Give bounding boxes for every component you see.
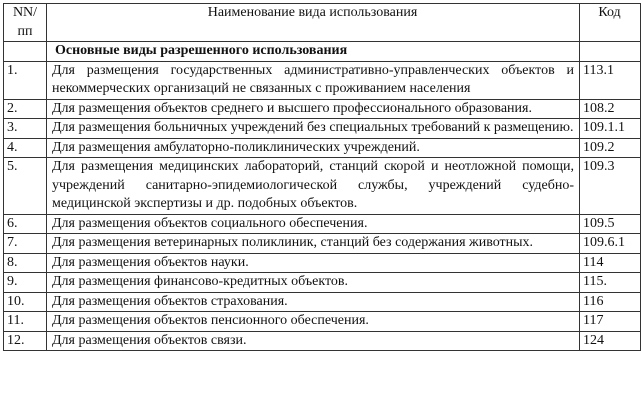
row-code: 109.6.1 (580, 234, 641, 254)
row-description: Для размещения медицинских лабораторий, станций скорой и неотложной помощи, учреждений санитарно-эпидемиологической службы, учреждений судебно-медицинской экспертизы и др. подобных объектов. (47, 158, 580, 215)
row-description: Для размещения амбулаторно-поликлинических учреждений. (47, 138, 580, 158)
row-code: 109.5 (580, 214, 641, 234)
header-row (4, 4, 641, 42)
row-code: 108.2 (580, 99, 641, 119)
row-code: 109.2 (580, 138, 641, 158)
row-description: Для размещения объектов науки. (47, 253, 580, 273)
row-number: 10. (4, 292, 47, 312)
row-number: 6. (4, 214, 47, 234)
row-description: Для размещения объектов связи. (47, 331, 580, 351)
section-title: Основные виды разрешенного использования (47, 42, 580, 62)
table-row (4, 138, 641, 158)
row-code: 113.1 (580, 61, 641, 99)
table-row (4, 312, 641, 332)
row-code: 117 (580, 312, 641, 332)
header-code: Код (580, 4, 641, 42)
row-code: 124 (580, 331, 641, 351)
land-use-table (3, 3, 641, 351)
table-row (4, 99, 641, 119)
row-description: Для размещения финансово-кредитных объектов. (47, 273, 580, 293)
table-row (4, 234, 641, 254)
row-number: 7. (4, 234, 47, 254)
row-number: 1. (4, 61, 47, 99)
row-number: 2. (4, 99, 47, 119)
row-number: 12. (4, 331, 47, 351)
row-number: 3. (4, 119, 47, 139)
row-number: 5. (4, 158, 47, 215)
table-row (4, 331, 641, 351)
row-description: Для размещения объектов среднего и высшего профессионального образования. (47, 99, 580, 119)
table-row (4, 119, 641, 139)
table-row (4, 273, 641, 293)
row-code: 116 (580, 292, 641, 312)
row-number: 8. (4, 253, 47, 273)
row-number: 11. (4, 312, 47, 332)
row-code: 109.3 (580, 158, 641, 215)
row-description: Для размещения государственных административно-управленческих объектов и некоммерческих организаций не связанных с проживанием населения (47, 61, 580, 99)
row-description: Для размещения объектов социального обеспечения. (47, 214, 580, 234)
section-row (4, 42, 641, 62)
table-row (4, 253, 641, 273)
row-description: Для размещения ветеринарных поликлиник, станций без содержания животных. (47, 234, 580, 254)
row-number: 4. (4, 138, 47, 158)
table-row (4, 214, 641, 234)
table-row (4, 61, 641, 99)
header-num: NN/ пп (4, 4, 47, 42)
row-description: Для размещения объектов страхования. (47, 292, 580, 312)
header-name: Наименование вида использования (47, 4, 580, 42)
table-row (4, 292, 641, 312)
row-number: 9. (4, 273, 47, 293)
table-row (4, 158, 641, 215)
row-code: 114 (580, 253, 641, 273)
row-code: 109.1.1 (580, 119, 641, 139)
row-description: Для размещения объектов пенсионного обеспечения. (47, 312, 580, 332)
row-description: Для размещения больничных учреждений без специальных требований к размещению. (47, 119, 580, 139)
row-code: 115. (580, 273, 641, 293)
